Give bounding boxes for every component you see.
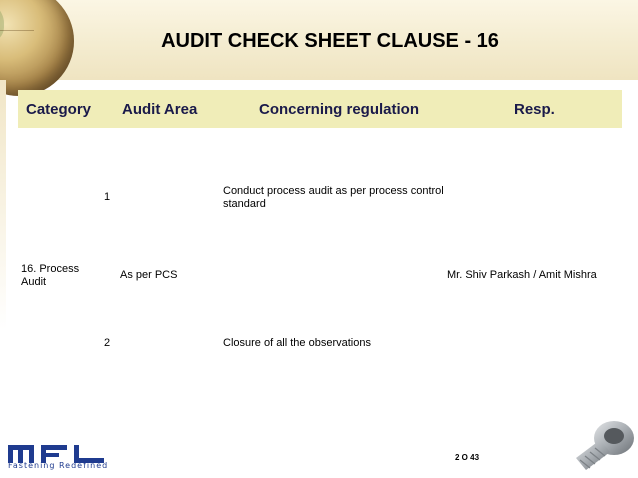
globe-land xyxy=(0,0,4,44)
row-2-regulation: Closure of all the observations xyxy=(223,337,371,349)
header-category: Category xyxy=(26,101,92,118)
category-line-1: 16. Process xyxy=(21,263,80,275)
header-regulation: Concerning regulation xyxy=(259,101,420,118)
left-decor-strip xyxy=(0,80,6,330)
title-band xyxy=(0,0,638,80)
globe-line xyxy=(0,30,34,31)
header-audit-area: Audit Area xyxy=(122,101,198,118)
page-number: 2 O 43 xyxy=(455,453,480,462)
bolt-image xyxy=(566,418,638,478)
row-1-regulation-line-2: standard xyxy=(223,198,266,210)
category-line-2: Audit xyxy=(21,276,47,288)
category-cell xyxy=(21,263,79,289)
row-1-regulation-line-1: Conduct process audit as per process control xyxy=(223,185,444,197)
responsible-cell: Mr. Shiv Parkash / Amit Mishra xyxy=(447,269,597,281)
globe-image xyxy=(0,0,74,96)
header-resp: Resp. xyxy=(514,101,555,118)
table-header-row xyxy=(18,90,622,128)
logo-tagline: Fastening Redefined xyxy=(8,461,109,470)
row-1-regulation xyxy=(223,185,444,211)
slide-title: AUDIT CHECK SHEET CLAUSE - 16 xyxy=(161,30,499,52)
row-2-number: 2 xyxy=(104,337,111,349)
row-1-number: 1 xyxy=(104,191,111,203)
audit-area-cell: As per PCS xyxy=(120,269,178,281)
